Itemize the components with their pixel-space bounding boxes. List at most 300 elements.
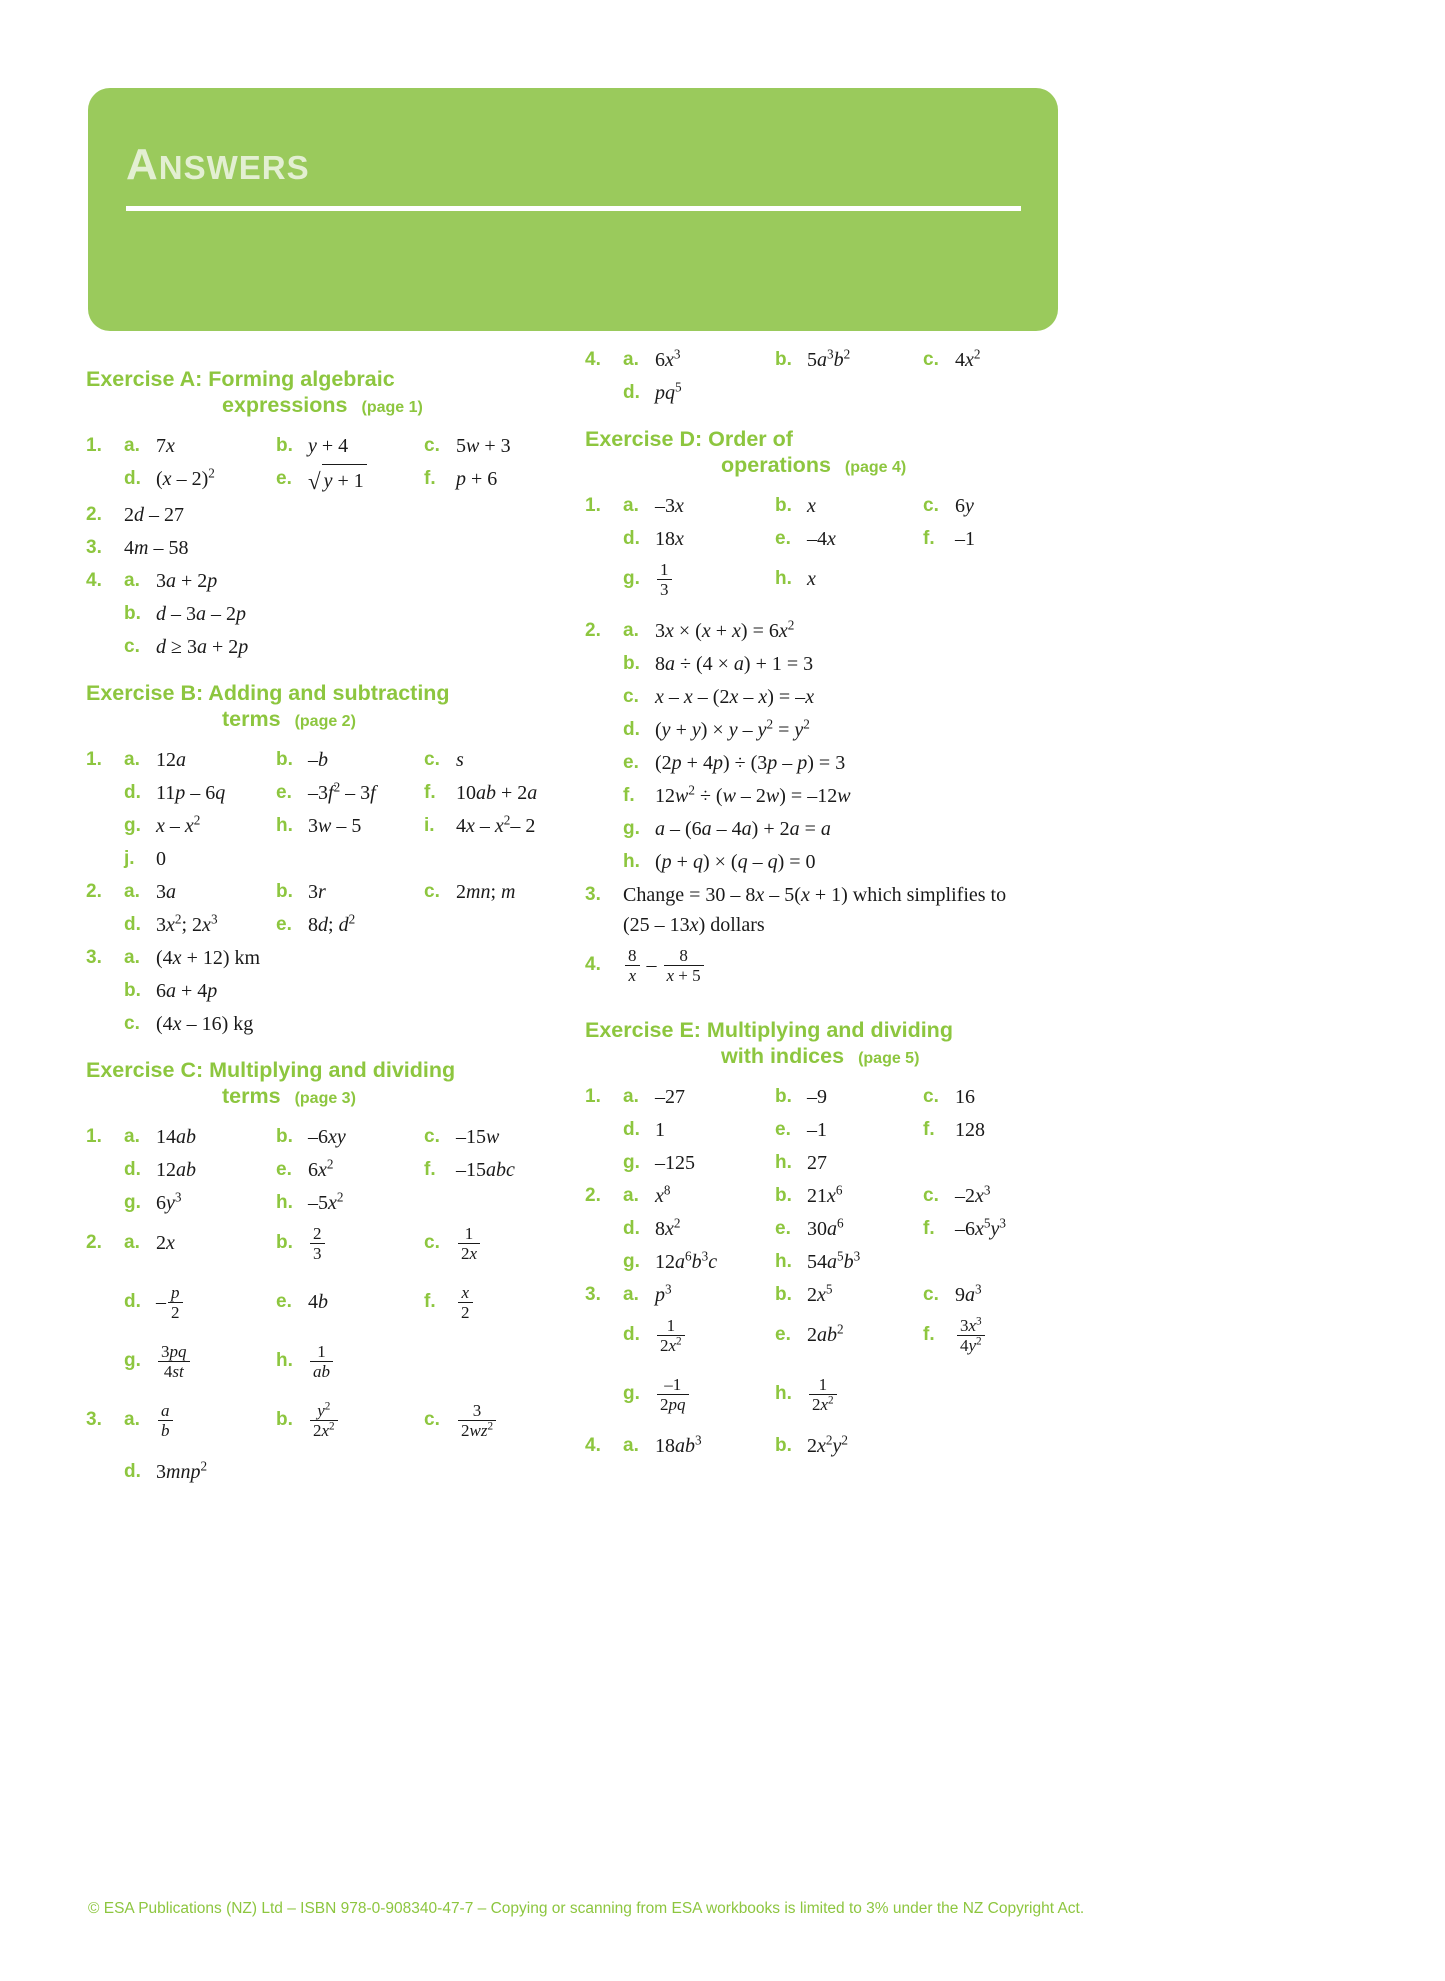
answer-row [585,847,1065,877]
fraction: $\frac{1}{2x}$ [458,1224,480,1263]
part-value: 11p – 6q [156,782,226,804]
part-value [308,1398,340,1442]
part-value: –3x [655,495,684,517]
question-number: 3. [86,1409,102,1430]
part-value: –6xy [308,1126,346,1148]
part-value: x [807,495,816,517]
part-value: –1 [807,1119,827,1141]
part-value [655,1313,687,1357]
answer-value: Change = 30 – 8x – 5(x + 1) which simplifies to (25 – 13x) dollars [623,884,1007,936]
part-value: (2p + 4p) ÷ (3p – p) = 3 [655,752,846,774]
part-label: b. [775,1435,792,1456]
answer-row [585,491,1065,521]
answer-row [86,811,566,841]
answer-part [623,649,813,679]
part-label: f. [923,528,935,549]
answer-part [424,877,564,907]
header-divider [126,206,1021,211]
part-label: a. [124,570,140,591]
answer-part [775,524,923,554]
part-label: a. [124,947,140,968]
answer-part [775,1181,923,1211]
part-label: g. [623,1251,640,1272]
part-label: c. [124,1013,140,1034]
answer-row [86,632,566,662]
part-value: x – x – (2x – x) = –x [655,686,815,708]
part-value: 12a [156,749,186,771]
answer-row [86,844,566,874]
part-label: h. [775,568,792,589]
part-label: b. [276,881,293,902]
part-value: $6x^3$ [655,346,681,371]
answer-part [124,976,217,1006]
part-value [156,1398,175,1442]
fraction: $\frac{3x^3}{4y^2}$ [957,1316,985,1355]
answer-part [623,345,775,375]
answer-part [623,781,851,811]
question-number: 2. [585,620,601,641]
part-label: b. [276,435,293,456]
exercise-d-heading [585,426,1065,481]
part-value: $2ab^2$ [807,1321,844,1346]
answer-part [124,431,276,461]
part-value: 6a + 4p [156,980,218,1002]
part-label: g. [623,568,640,589]
fraction: $\frac{p}{2}$ [168,1283,183,1322]
answer-row [585,649,1065,679]
part-label: b. [276,1126,293,1147]
exercise-c-heading-line2: terms [222,1084,281,1108]
part-label: a. [623,349,639,370]
part-label: a. [623,1086,639,1107]
answer-part [124,745,276,775]
part-value [456,1221,482,1265]
part-label: b. [124,603,141,624]
part-value: $4x - x^2-$ 2 [456,812,536,837]
question-number: 4. [86,570,102,591]
part-label: e. [775,1218,791,1239]
question-number: 2. [86,881,102,902]
fraction: $\frac{8}{x + 5}$ [664,946,704,985]
exercise-d-heading-line2: operations [721,453,831,477]
answer-part [923,345,1063,375]
answer-row [86,500,566,530]
answer-part [623,1372,775,1416]
question-number: 2. [86,1232,102,1253]
part-label: c. [923,1086,939,1107]
part-label: i. [424,815,435,836]
part-label: e. [276,782,292,803]
part-value: $2x^5$ [807,1281,833,1306]
part-label: b. [775,495,792,516]
question-number: 3. [585,884,601,905]
part-label: g. [623,1383,640,1404]
answer-part [923,1181,1063,1211]
part-label: d. [124,782,141,803]
answer-part [424,778,564,808]
answer-part [424,1280,564,1324]
part-label: a. [124,881,140,902]
answer-row [86,533,566,563]
part-value [308,1221,327,1265]
answer-part [775,1115,923,1145]
answer-part [923,1115,1063,1145]
exercise-b-page-ref: (page 2) [294,713,356,730]
part-value: $-3f^2 - 3f$ [308,779,376,804]
part-value: √ y + 1 [308,464,367,497]
part-label: a. [124,435,140,456]
answer-row [86,1398,566,1454]
part-value: –27 [655,1086,685,1108]
part-label: c. [623,686,639,707]
answer-part [424,1155,564,1185]
exercise-a-heading-line2: expressions [222,393,348,417]
part-value [156,1339,192,1383]
answer-row [86,778,566,808]
answer-row [585,378,1065,408]
answer-row [86,976,566,1006]
question-number: 3. [585,1284,601,1305]
part-label: d. [124,1291,141,1312]
part-label: b. [276,1409,293,1430]
answer-part [276,1122,424,1152]
part-value: 12ab [156,1159,196,1181]
part-value: 3mnp$^2$ [156,1458,208,1483]
answer-part [623,378,775,408]
answer-part [623,524,775,554]
page-title-rest: NSWERS [158,149,310,186]
answer-part [124,566,217,596]
part-label: h. [276,815,293,836]
answer-part [775,491,923,521]
answer-row [86,1339,566,1395]
part-label: f. [923,1218,935,1239]
part-value: $(y + y) \times y - y^2 = y^2$ [655,716,810,741]
part-value: 5w + 3 [456,435,511,457]
part-label: c. [424,749,440,770]
question-number: 1. [585,1086,601,1107]
part-value: $18ab^3$ [655,1432,702,1457]
part-label: b. [775,1284,792,1305]
answer-row [585,1247,1065,1277]
part-label: b. [124,980,141,1001]
answer-row [86,1155,566,1185]
part-value: 0 [156,848,166,870]
exercise-b-heading-line2: terms [222,707,281,731]
part-label: g. [124,815,141,836]
part-label: h. [623,851,640,872]
answer-row [585,1280,1065,1310]
part-value: 4b [308,1291,328,1313]
answer-part [124,632,248,662]
question-number: 2. [86,504,102,525]
part-value: –9 [807,1086,827,1108]
answer-row [86,1122,566,1152]
answer-row [86,566,566,596]
part-label: c. [424,1409,440,1430]
part-label: e. [276,914,292,935]
part-value: s [456,749,464,771]
question-number: 3. [86,947,102,968]
part-value: – $\frac{p}{2}$ [156,1280,185,1324]
answer-part [276,910,424,940]
answer-row [86,745,566,775]
part-value [308,1339,335,1383]
answer-part [276,1339,424,1383]
answer-row [86,943,566,973]
part-value: $-5x^2$ [308,1189,344,1214]
answer-row [86,1457,566,1487]
answer-part [623,748,845,778]
answer-row [86,1280,566,1336]
exercise-e-heading-line1: Exercise E: Multiplying and dividing [585,1018,953,1042]
part-value: 2x [156,1232,175,1254]
part-label: c. [923,1284,939,1305]
fraction: $\frac{1}{2x^2}$ [809,1375,837,1414]
answer-row [585,1181,1065,1211]
part-value: $54a^5b^3$ [807,1248,861,1273]
part-value: (p + q) × (q – q) = 0 [655,851,816,873]
part-label: c. [923,1185,939,1206]
answer-part [124,1398,276,1442]
part-label: b. [276,749,293,770]
answer-part [623,1181,775,1211]
part-value: $6y^3$ [156,1189,182,1214]
answer-part [276,1221,424,1265]
part-label: d. [623,1119,640,1140]
question-number: 1. [86,749,102,770]
answer-part [923,491,1063,521]
part-value [456,1280,475,1324]
part-value: (4x + 12) km [156,947,261,969]
right-column [585,348,1065,1464]
question-number: 1. [86,1126,102,1147]
part-value: 128 [955,1119,985,1141]
exercise-c-heading [86,1057,566,1112]
answer-part [623,715,810,745]
answer-part [424,1122,564,1152]
part-value: 8d; $d^2$ [308,911,356,936]
part-value: 3a + 2p [156,570,218,592]
part-label: b. [775,349,792,370]
fraction: $\frac{3pq}{4st}$ [158,1342,190,1381]
question-number: 2. [585,1185,601,1206]
exercise-d-heading-line1: Exercise D: Order of [585,427,793,451]
answer-part [775,1214,923,1244]
part-label: f. [424,468,436,489]
part-label: c. [424,1232,440,1253]
part-value: 10ab + 2a [456,782,538,804]
part-label: h. [775,1383,792,1404]
part-value: 18x [655,528,684,550]
part-value: 1 [655,1119,665,1141]
part-value: 3a [156,881,176,903]
answer-part [424,1398,564,1442]
part-label: e. [276,1159,292,1180]
answer-part [124,943,260,973]
answer-part [623,1148,775,1178]
question-number: 4. [585,349,601,370]
part-label: j. [124,848,135,869]
part-value: $9a^3$ [955,1281,982,1306]
answer-part [623,682,814,712]
fraction: $\frac{a}{b}$ [158,1401,173,1440]
part-label: f. [923,1119,935,1140]
copyright-footer: © ESA Publications (NZ) Ltd – ISBN 978-0-908340-47-7 – Copying or scanning from ESA workbooks is limited to 3% under the NZ Copyright Act. [88,1900,1085,1917]
answer-value [623,943,706,987]
part-label: c. [424,1126,440,1147]
part-label: h. [775,1251,792,1272]
part-label: a. [623,1185,639,1206]
answer-row [585,781,1065,811]
part-label: d. [124,1159,141,1180]
part-label: h. [276,1192,293,1213]
exercise-a-page-ref: (page 1) [361,399,423,416]
part-value: $-6x^5y^3$ [955,1215,1006,1240]
answer-part [124,877,276,907]
part-value: 16 [955,1086,975,1108]
answer-part [124,778,276,808]
answer-row [585,524,1065,554]
part-value: –b [308,749,328,771]
answer-value: 4m – 58 [124,537,189,559]
part-label: c. [923,349,939,370]
part-value: 8a ÷ (4 × a) + 1 = 3 [655,653,814,675]
part-label: g. [124,1192,141,1213]
part-label: b. [623,653,640,674]
answer-part [124,599,246,629]
part-value: –1 [955,528,975,550]
part-value [807,1372,839,1416]
answer-part [276,1188,424,1218]
part-label: b. [775,1086,792,1107]
answer-part [623,1280,775,1310]
answer-part [124,1280,276,1324]
answer-part [775,1247,923,1277]
answer-part [623,1082,775,1112]
answer-row [585,682,1065,712]
exercise-e-heading [585,1017,1065,1072]
answer-part [124,1188,276,1218]
answer-row [86,1009,566,1039]
part-value: –4x [807,528,836,550]
part-value: a – (6a – 4a) + 2a = a [655,818,831,840]
answer-part [923,1082,1063,1112]
left-column [86,348,566,1490]
answer-row [86,431,566,461]
part-label: a. [124,749,140,770]
part-value: –15w [456,1126,500,1148]
part-value: $12a^6b^3c$ [655,1248,718,1273]
answer-row [585,616,1065,646]
part-value: $5a^3b^2$ [807,346,851,371]
answer-part [775,1431,923,1461]
fraction: $\frac{8}{x}$ [625,946,640,985]
part-label: f. [424,782,436,803]
part-value: d – 3a – 2p [156,603,246,625]
part-value: 2mn; m [456,881,516,903]
part-value [456,1398,498,1442]
part-value: 14ab [156,1126,196,1148]
exercise-a-heading [86,366,566,421]
part-label: d. [124,468,141,489]
answer-part [623,1313,775,1357]
part-value: $12w^2 \div (w - 2w) = -12w$ [655,782,851,807]
answer-row [86,1188,566,1218]
answer-part [775,1280,923,1310]
answer-part [276,431,424,461]
part-value: (x – 2)$^2$ [156,465,215,490]
answer-part [124,910,276,940]
answer-part [276,877,424,907]
part-value: 7x [156,435,175,457]
answer-part [276,811,424,841]
answer-part [424,811,564,841]
answer-part [424,745,564,775]
part-value: $p^3$ [655,1281,672,1306]
part-label: e. [775,1324,791,1345]
answer-part [276,1155,424,1185]
part-label: f. [424,1291,436,1312]
part-value: $2x^2y^2$ [807,1432,848,1457]
answer-part [623,616,794,646]
answer-row [585,1431,1065,1461]
answer-part [775,557,923,601]
fraction: $\frac{1}{3}$ [657,560,672,599]
part-label: a. [124,1409,140,1430]
fraction: $\frac{-1}{2pq}$ [657,1375,689,1414]
part-value: $3x^2$; $2x^3$ [156,911,218,936]
answer-row [585,880,1065,940]
answer-row [585,715,1065,745]
answer-part [424,1221,564,1265]
part-label: h. [775,1152,792,1173]
part-value [955,1313,987,1357]
part-label: e. [276,1291,292,1312]
answer-part [775,1082,923,1112]
fraction: $\frac{y^2}{2x^2}$ [310,1401,338,1440]
answer-part [124,1221,276,1265]
page-title [126,140,310,190]
part-label: a. [124,1126,140,1147]
part-label: a. [623,620,639,641]
answer-row [86,464,566,497]
answer-part [623,491,775,521]
exercise-c-heading-line1: Exercise C: Multiplying and dividing [86,1058,456,1082]
part-value: 3w – 5 [308,815,362,837]
part-value: 3r [308,881,326,903]
part-label: e. [775,528,791,549]
part-value: x [807,568,816,590]
exercise-e-heading-line2: with indices [721,1044,845,1068]
question-number: 1. [86,435,102,456]
answer-part [775,1372,923,1416]
question-number: 4. [585,954,601,975]
part-value: 6y [955,495,974,517]
part-value [655,1372,691,1416]
operator: – [646,954,657,976]
part-value: $4x^2$ [955,346,981,371]
answer-part [276,1280,424,1324]
part-label: d. [124,1461,141,1482]
part-label: f. [923,1324,935,1345]
answer-row [585,943,1065,999]
part-label: d. [623,1324,640,1345]
part-label: c. [124,636,140,657]
answer-row [585,1313,1065,1369]
fraction: $\frac{3}{2wz^2}$ [458,1401,496,1440]
exercise-b-heading [86,680,566,735]
